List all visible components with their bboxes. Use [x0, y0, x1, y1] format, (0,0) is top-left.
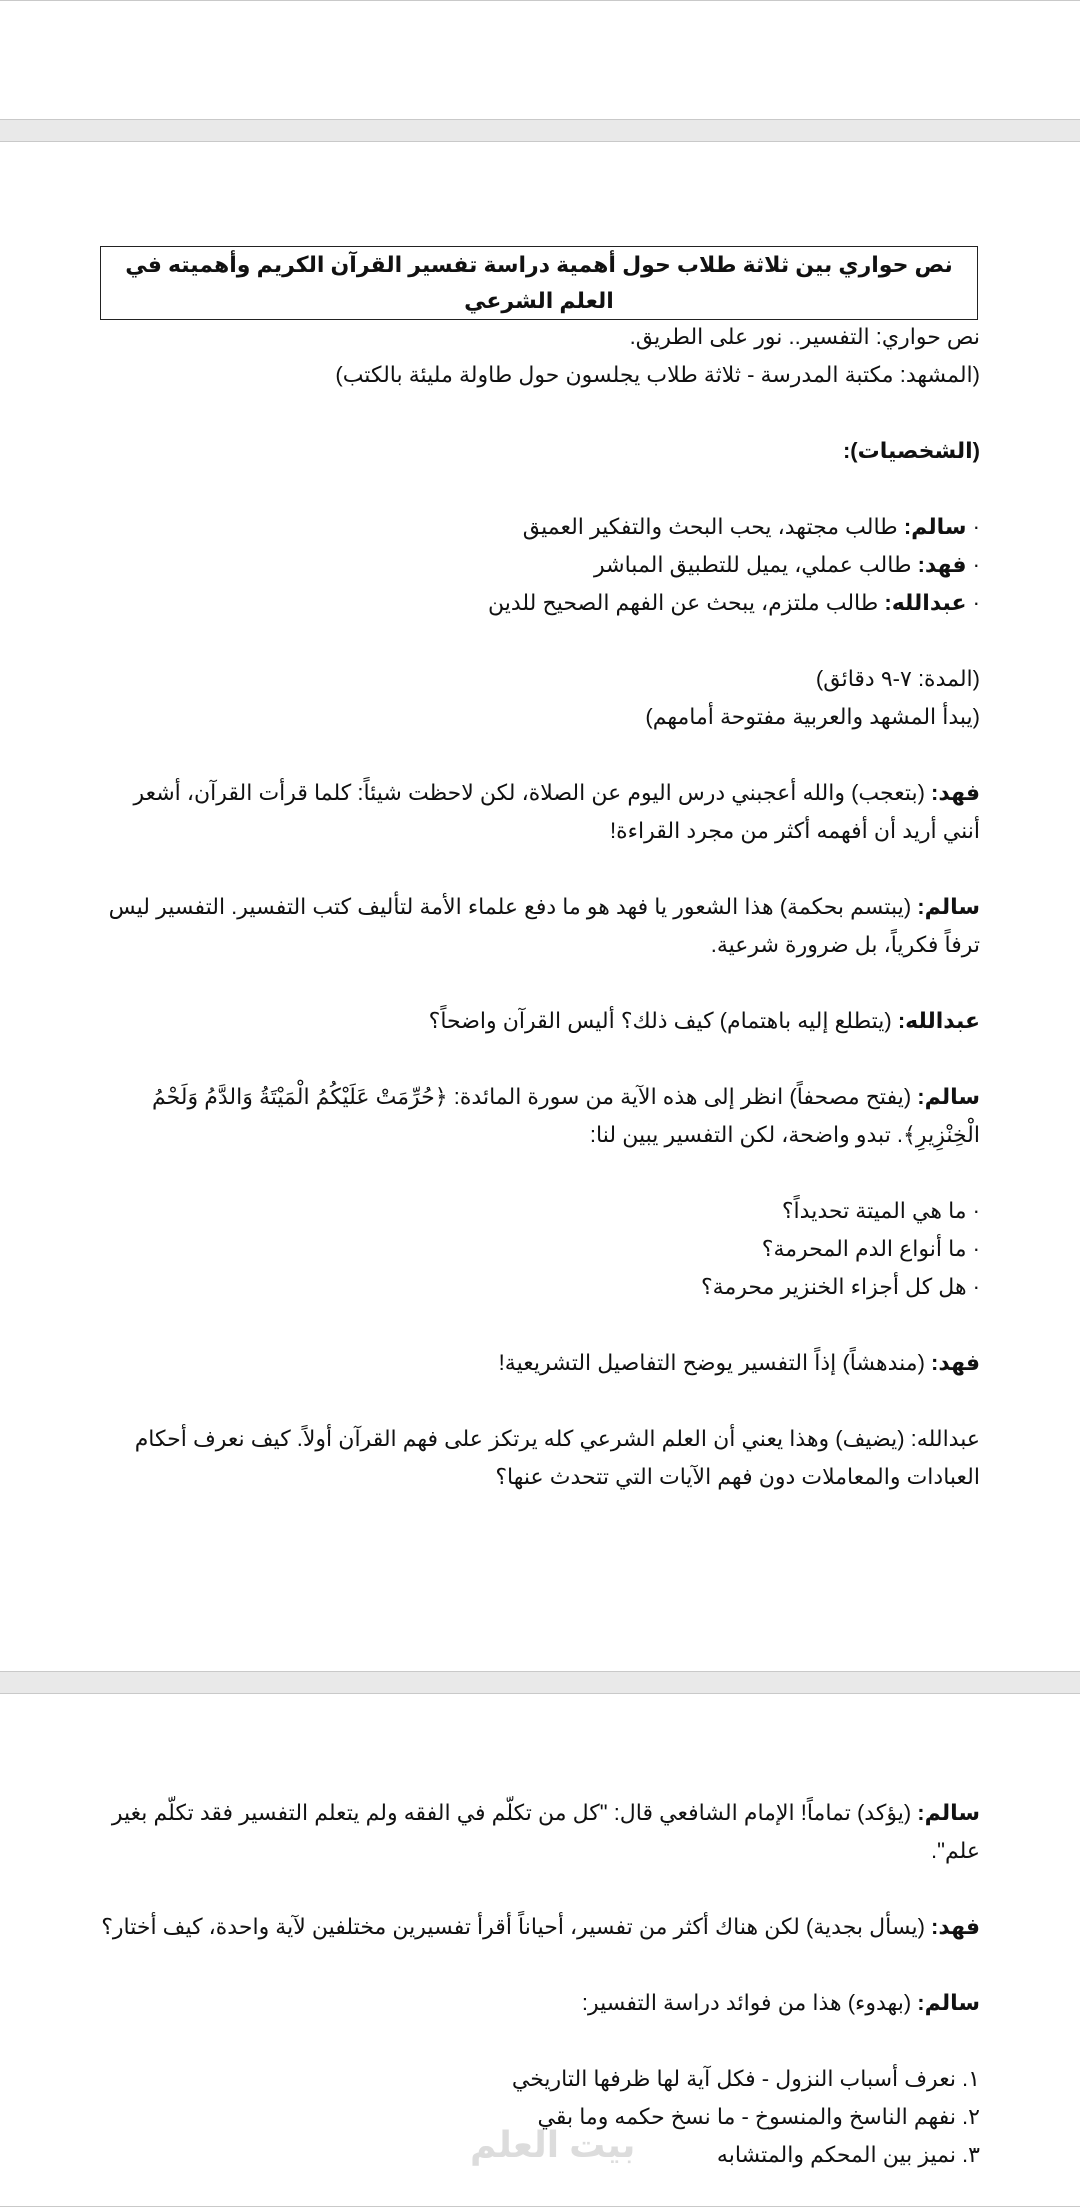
scene-start: (يبدأ المشهد والعربية مفتوحة أمامهم) — [645, 704, 980, 729]
dialogue-line: سالم: (بهدوء) هذا من فوائد دراسة التفسير: — [581, 1990, 980, 2015]
subtitle: نص حواري: التفسير.. نور على الطريق. — [629, 324, 980, 349]
benefit-item: ٢. نفهم الناسخ والمنسوخ - ما نسخ حكمه وما بقي — [537, 2104, 980, 2129]
document-page-1 — [0, 141, 1080, 1672]
previous-page — [0, 0, 1080, 120]
dialogue-line: فهد: (مندهشاً) إذاً التفسير يوضح التفاصيل التشريعية! — [498, 1350, 980, 1375]
characters-heading: (الشخصيات): — [842, 438, 980, 463]
question-item: · ما أنواع الدم المحرمة؟ — [761, 1236, 980, 1261]
dialogue-line: سالم: (يفتح مصحفاً) انظر إلى هذه الآية من سورة المائدة: ﴿حُرِّمَتْ عَلَيْكُمُ الْمَيْتَةُ وَالدَّمُ وَلَحْمُ الْخِنْزِيرِ﴾. تبدو واضحة، لكن التفسير يبين لنا: — [151, 1084, 980, 1147]
scene-description: (المشهد: مكتبة المدرسة - ثلاثة طلاب يجلسون حول طاولة مليئة بالكتب) — [335, 362, 980, 387]
page-1-body — [100, 318, 980, 1496]
character-fahd: · فهد: طالب عملي، يميل للتطبيق المباشر — [594, 552, 980, 577]
watermark: بيت العلم — [470, 2124, 636, 2165]
benefit-item: ١. نعرف أسباب النزول - فكل آية لها ظرفها التاريخي — [511, 2066, 980, 2091]
dialogue-line: فهد: (بتعجب) والله أعجبني درس اليوم عن الصلاة، لكن لاحظت شيئاً: كلما قرأت القرآن، أشعر أنني أريد أن أفهمه أكثر من مجرد القراءة! — [133, 780, 980, 843]
benefit-item: ٣. نميز بين المحكم والمتشابه — [716, 2142, 980, 2167]
dialogue-line: عبدالله: (يتطلع إليه باهتمام) كيف ذلك؟ أليس القرآن واضحاً؟ — [428, 1008, 980, 1033]
dialogue-line: سالم: (يؤكد) تماماً! الإمام الشافعي قال: "كل من تكلّم في الفقه ولم يتعلم التفسير فقد تكلّم بغير علم". — [111, 1800, 980, 1863]
dialogue-line: فهد: (يسأل بجدية) لكن هناك أكثر من تفسير، أحياناً أقرأ تفسيرين مختلفين لآية واحدة، كيف أختار؟ — [101, 1914, 980, 1939]
page-2-body — [100, 1794, 980, 2174]
document-title: نص حواري بين ثلاثة طلاب حول أهمية دراسة تفسير القرآن الكريم وأهميته في العلم الشرعي — [100, 246, 978, 320]
character-salem: · سالم: طالب مجتهد، يحب البحث والتفكير العميق — [522, 514, 980, 539]
dialogue-line: عبدالله: (يضيف) وهذا يعني أن العلم الشرعي كله يرتكز على فهم القرآن أولاً. كيف نعرف أحكام العبادات والمعاملات دون فهم الآيات التي تتحدث عنها؟ — [134, 1426, 980, 1489]
duration: (المدة: ٧-٩ دقائق) — [815, 666, 980, 691]
dialogue-line: سالم: (يبتسم بحكمة) هذا الشعور يا فهد هو ما دفع علماء الأمة لتأليف كتب التفسير. التفسير ليس ترفاً فكرياً، بل ضرورة شرعية. — [108, 894, 980, 957]
character-abdullah: · عبدالله: طالب ملتزم، يبحث عن الفهم الصحيح للدين — [487, 590, 980, 615]
question-item: · هل كل أجزاء الخنزير محرمة؟ — [700, 1274, 980, 1299]
question-item: · ما هي الميتة تحديداً؟ — [781, 1198, 980, 1223]
document-page-2 — [0, 1693, 1080, 2207]
